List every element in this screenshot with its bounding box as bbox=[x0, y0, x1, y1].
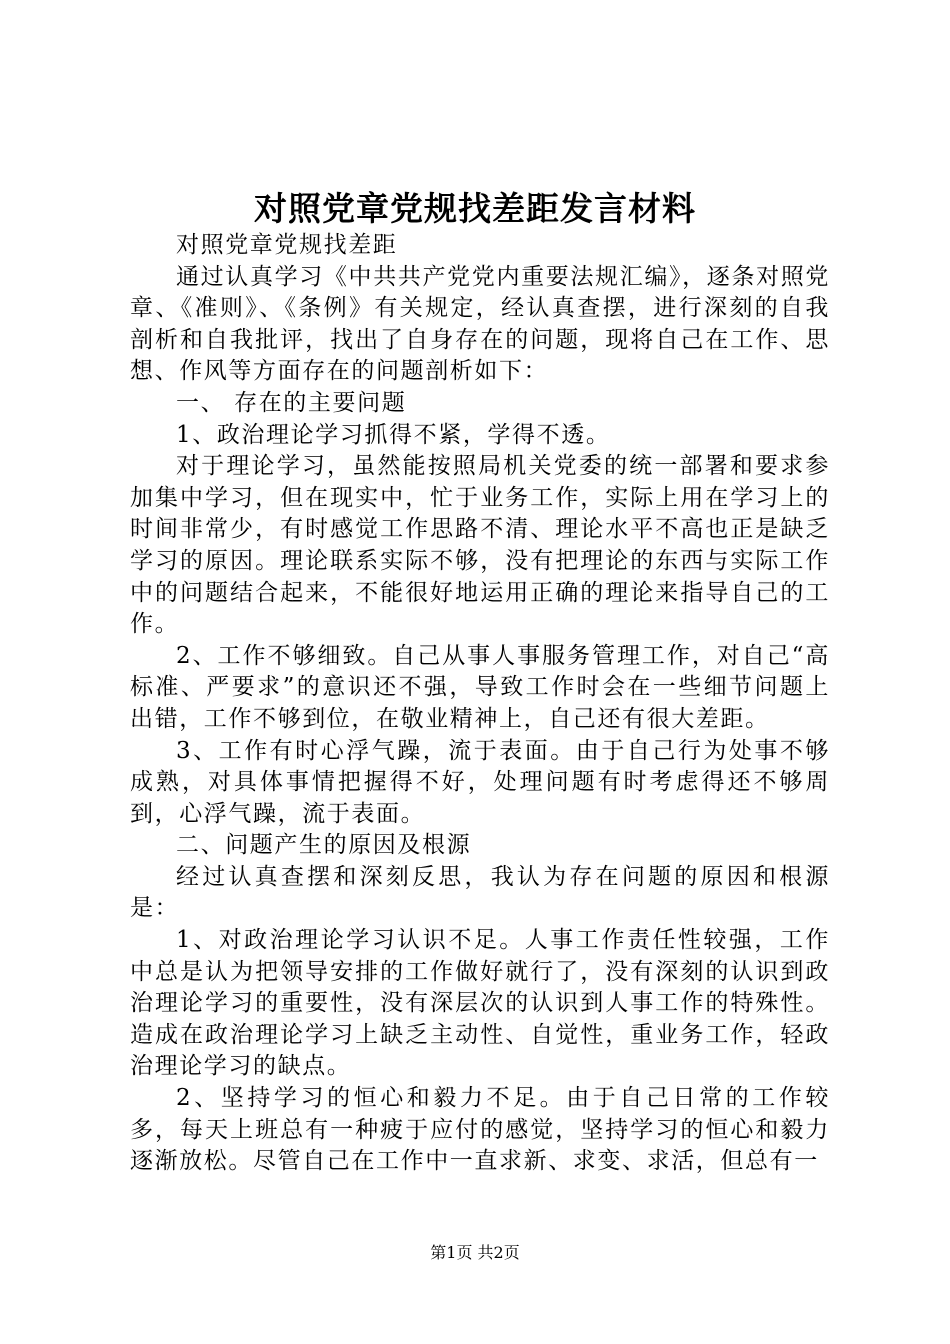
section-heading-1: 一、 存在的主要问题 bbox=[176, 389, 407, 416]
paragraph-cause-2: 2、坚持学习的恒心和毅力不足。由于自己日常的工作较多，每天上班总有一种疲于应付的感觉，坚持学习的恒心和毅力逐渐放松。尽管自己在工作中一直求新、求变、求活，但总有一 bbox=[130, 1085, 830, 1175]
section-heading-2: 二、问题产生的原因及根源 bbox=[176, 832, 472, 859]
paragraph-intro: 通过认真学习《中共共产党党内重要法规汇编》，逐条对照党章、《准则》、《条例》有关规定，经认真查摆，进行深刻的自我剖析和自我批评，找出了自身存在的问题，现将自己在工作、思想、作风等方面存在的问题剖析如下： bbox=[130, 263, 830, 385]
paragraph-item-2: 2、工作不够细致。自己从事人事服务管理工作，对自己“高标准、严要求”的意识还不强，导致工作时会在一些细节问题上出错，工作不够到位，在敬业精神上，自己还有很大差距。 bbox=[130, 642, 830, 732]
paragraph-cause-1: 1、对政治理论学习认识不足。人事工作责任性较强，工作中总是认为把领导安排的工作做好就行了，没有深刻的认识到政治理论学习的重要性，没有深层次的认识到人事工作的特殊性。造成在政治理论学习上缺乏主动性、自觉性，重业务工作，轻政治理论学习的缺点。 bbox=[130, 927, 830, 1080]
paragraph-item-3: 3、工作有时心浮气躁，流于表面。由于自己行为处事不够成熟，对具体事情把握得不好，处理问题有时考虑得还不够周到，心浮气躁，流于表面。 bbox=[130, 737, 830, 827]
document-title: 对照党章党规找差距发言材料 bbox=[254, 189, 696, 228]
paragraph-reflection: 经过认真查摆和深刻反思，我认为存在问题的原因和根源是： bbox=[130, 863, 830, 922]
document-body bbox=[130, 230, 830, 1178]
paragraph-item-1-detail: 对于理论学习，虽然能按照局机关党委的统一部署和要求参加集中学习，但在现实中，忙于业务工作，实际上用在学习上的时间非常少，有时感觉工作思路不清、理论水平不高也正是缺乏学习的原因。理论联系实际不够，没有把理论的东西与实际工作中的问题结合起来，不能很好地运用正确的理论来指导自己的工作。 bbox=[130, 453, 830, 638]
paragraph-subtitle: 对照党章党规找差距 bbox=[176, 232, 398, 258]
paragraph-item-1: 1、政治理论学习抓得不紧，学得不透。 bbox=[176, 421, 611, 448]
page-number-footer: 第1页 共2页 bbox=[430, 1243, 520, 1262]
